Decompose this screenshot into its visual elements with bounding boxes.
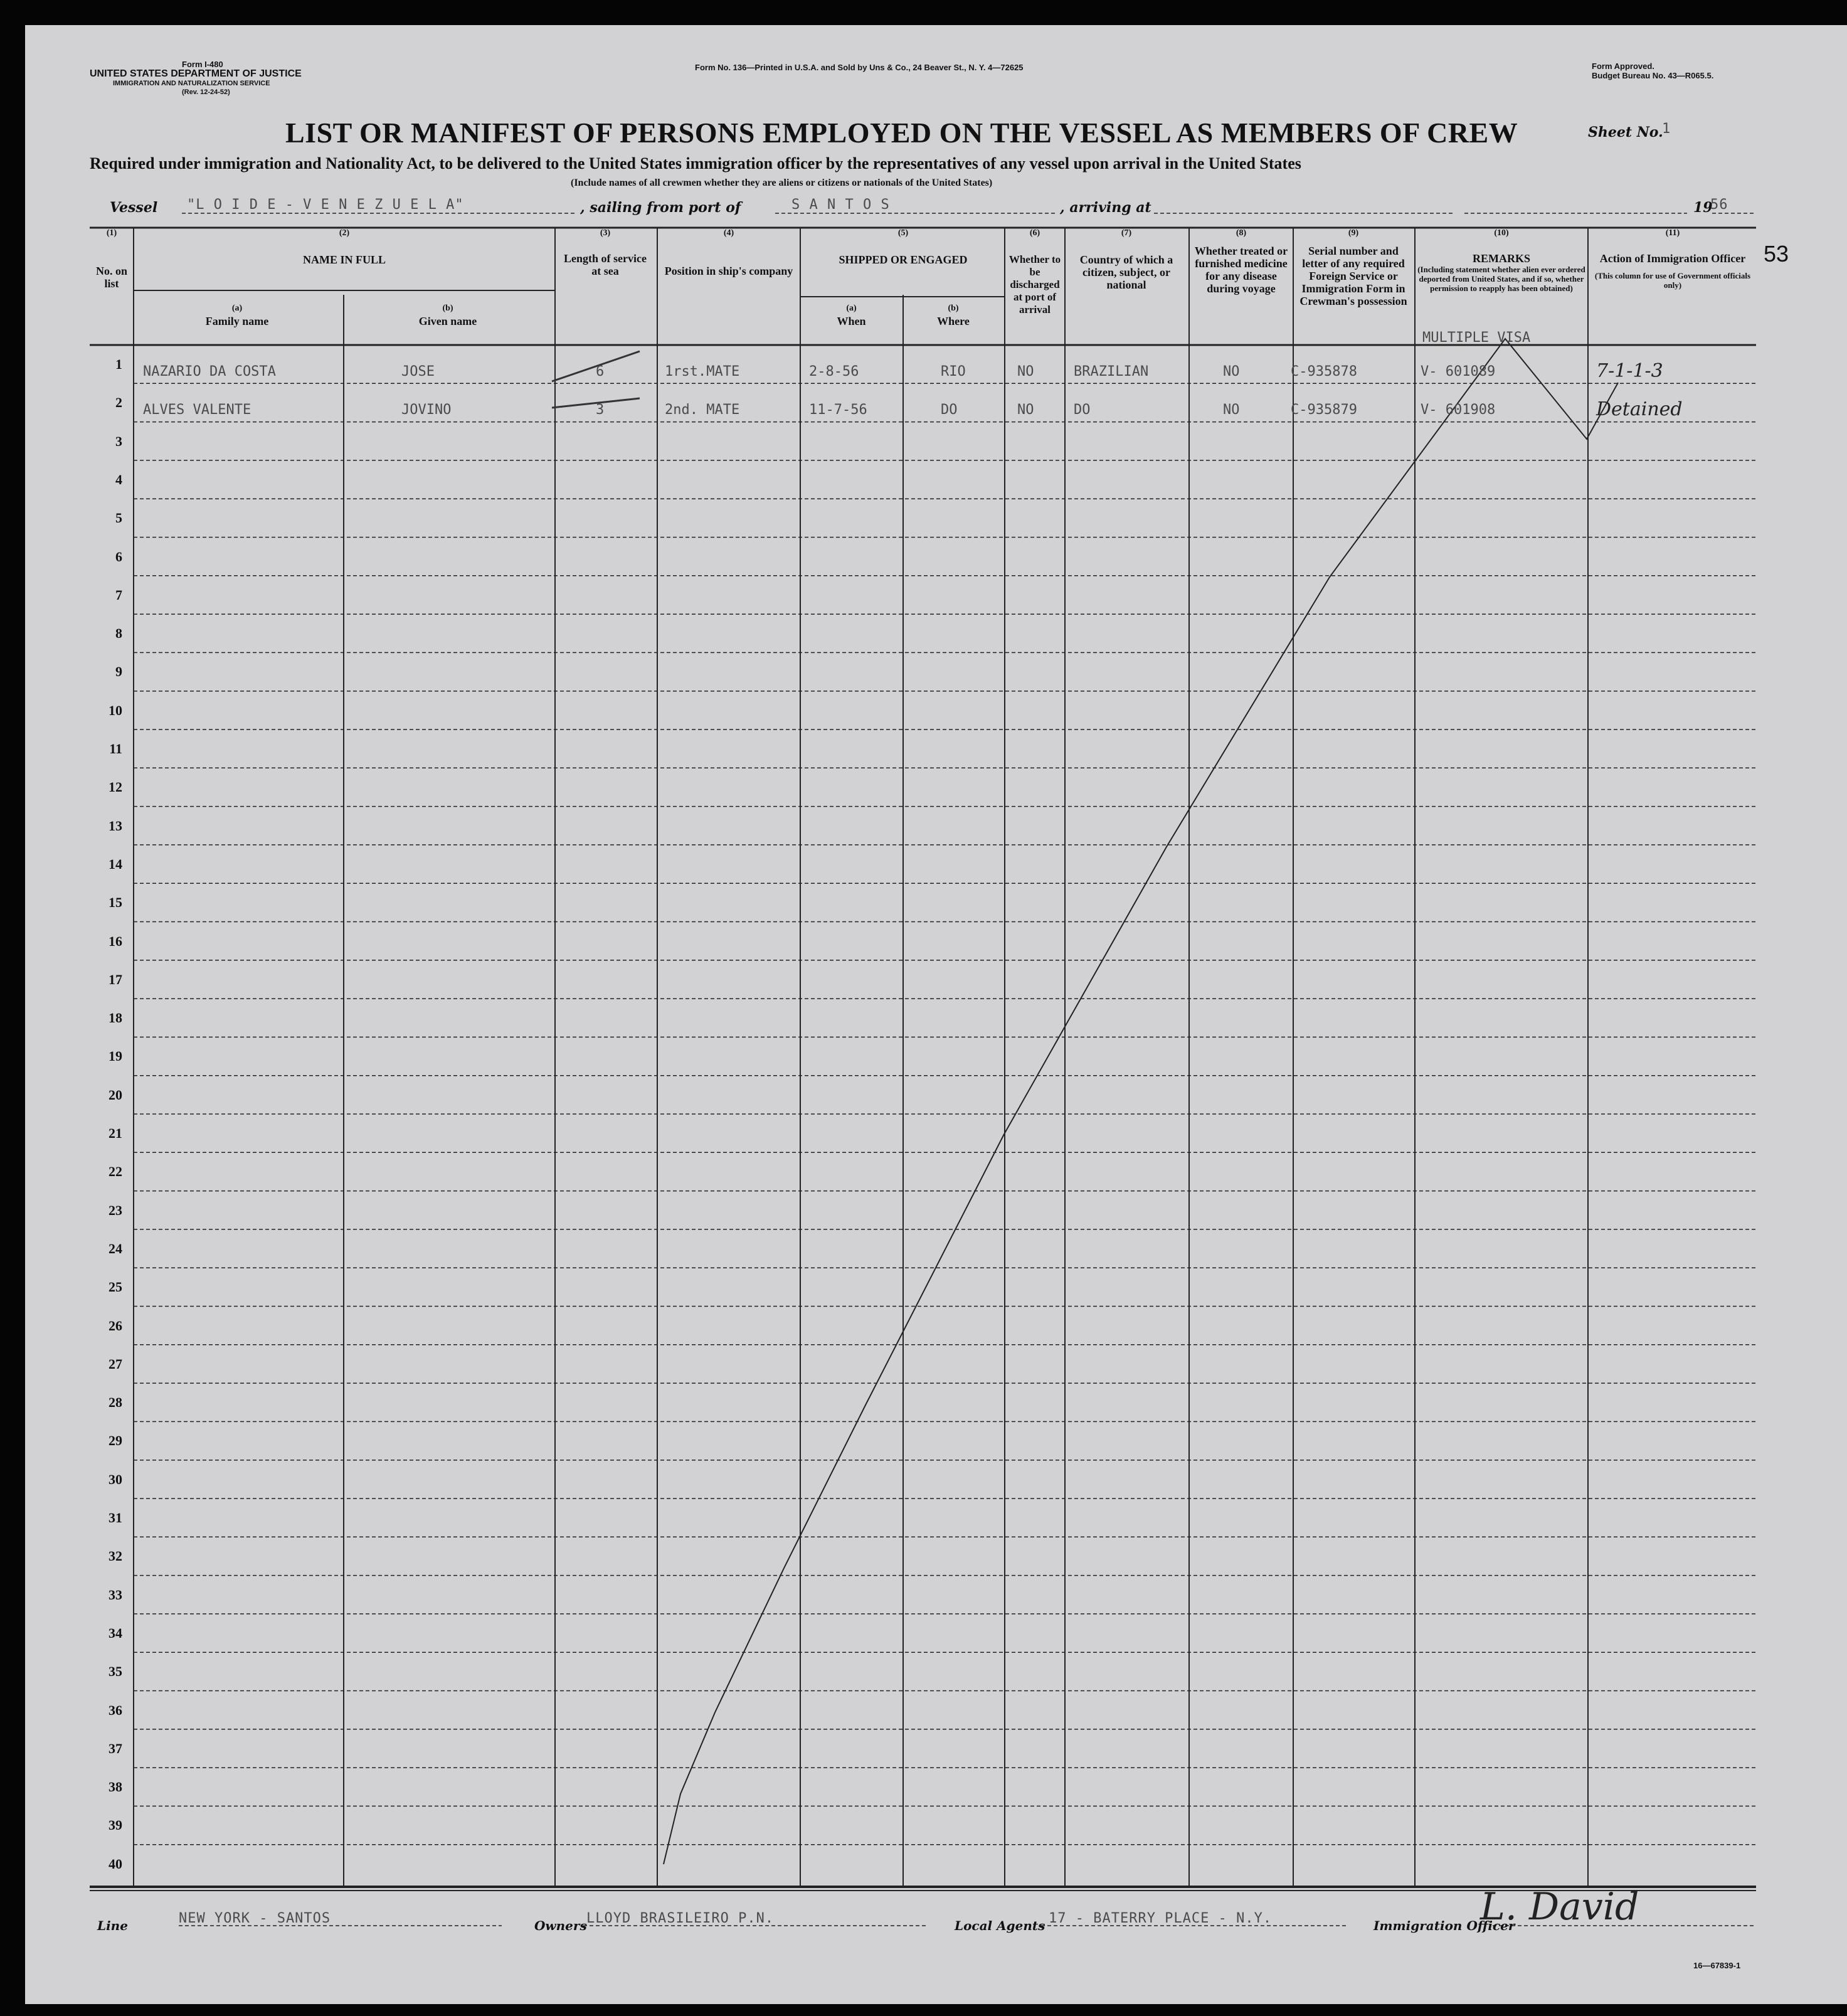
col11-header: (11) Action of Immigration Officer (This column for use of Government officials only) bbox=[1594, 228, 1751, 290]
row-number: 32 bbox=[108, 1548, 122, 1564]
cell-remarks: V- 601089 bbox=[1421, 364, 1496, 379]
sheet-label: Sheet No. bbox=[1588, 124, 1663, 141]
row-number: 19 bbox=[108, 1048, 122, 1064]
port-name: S A N T O S bbox=[791, 197, 890, 213]
row-number: 38 bbox=[108, 1779, 122, 1795]
cell-given: JOVINO bbox=[401, 402, 452, 418]
cell-country: DO bbox=[1074, 402, 1091, 418]
manifest-subtitle: Required under immigration and Nationality Act, to be delivered to the United States immigration officer by the representatives of any vessel upon arrival in the United States bbox=[90, 154, 1301, 172]
cell-family: ALVES VALENTE bbox=[143, 402, 251, 418]
vessel-name: "L O I D E - V E N E Z U E L A" bbox=[187, 197, 464, 213]
col3-header: (3) Length of service at sea bbox=[564, 228, 647, 277]
cell-position: 2nd. MATE bbox=[665, 402, 740, 418]
handwritten-cancel-line bbox=[664, 339, 1618, 1864]
cell-officer-action: 7-1-1-3 bbox=[1596, 360, 1663, 382]
col2a-header: (a) Family name bbox=[205, 304, 269, 327]
row-number: 27 bbox=[108, 1355, 122, 1372]
printer-line: Form No. 136—Printed in U.S.A. and Sold by Uns & Co., 24 Beaver St., N. Y. 4—72625 bbox=[695, 63, 1024, 72]
cell-length: 6 bbox=[596, 364, 605, 379]
row-number: 21 bbox=[108, 1125, 122, 1141]
cell-medicine: NO bbox=[1223, 402, 1240, 418]
cell-medicine: NO bbox=[1223, 364, 1240, 379]
cell-country: BRAZILIAN bbox=[1074, 364, 1149, 379]
row-number: 26 bbox=[108, 1317, 122, 1334]
cell-discharge: NO bbox=[1017, 402, 1034, 418]
cell-family: NAZARIO DA COSTA bbox=[143, 364, 276, 379]
form-approved: Form Approved. bbox=[1592, 61, 1654, 71]
cell-serial: C-935879 bbox=[1291, 402, 1357, 418]
row-number: 17 bbox=[108, 971, 122, 987]
row-number: 4 bbox=[115, 471, 122, 487]
year-prefix: 19 bbox=[1693, 199, 1713, 216]
row-number: 29 bbox=[108, 1433, 122, 1449]
row-number: 6 bbox=[115, 548, 122, 565]
agents-label: Local Agents bbox=[955, 1918, 1045, 1933]
col5-header: (5) SHIPPED OR ENGAGED bbox=[839, 228, 968, 266]
row-number: 3 bbox=[115, 433, 122, 449]
row-number: 7 bbox=[115, 586, 122, 603]
cell-length: 3 bbox=[596, 402, 605, 418]
cell-where: DO bbox=[941, 402, 958, 418]
manifest-title: LIST OR MANIFEST OF PERSONS EMPLOYED ON THE VESSEL AS MEMBERS OF CREW bbox=[285, 117, 1518, 149]
cell-where: RIO bbox=[941, 364, 966, 379]
form-id: Form I-480 bbox=[182, 60, 223, 69]
col1-header: (1) No. on list bbox=[95, 228, 127, 290]
col10-header: (10) REMARKS (Including statement whether alien ever ordered deported from United States, and if so, whether permission to reapply has been obtained) bbox=[1417, 228, 1585, 293]
row-number: 1 bbox=[115, 356, 122, 372]
row-number: 24 bbox=[108, 1240, 122, 1256]
cell-position: 1rst.MATE bbox=[665, 364, 740, 379]
owners-value: LLOYD BRASILEIRO P.N. bbox=[586, 1911, 775, 1926]
row-number: 20 bbox=[108, 1086, 122, 1103]
cell-officer-action: Detained bbox=[1596, 398, 1683, 421]
cell-serial: C-935878 bbox=[1291, 364, 1357, 379]
row-number: 18 bbox=[108, 1010, 122, 1026]
row-number: 9 bbox=[115, 664, 122, 680]
arriving-label: , arriving at bbox=[1060, 199, 1151, 216]
row-number: 39 bbox=[108, 1817, 122, 1833]
officer-signature: L. David bbox=[1480, 1885, 1639, 1929]
sailing-label: , sailing from port of bbox=[580, 199, 741, 216]
agency-name: UNITED STATES DEPARTMENT OF JUSTICE bbox=[90, 68, 302, 79]
cell-when: 11-7-56 bbox=[809, 402, 867, 418]
row-number: 11 bbox=[109, 741, 122, 756]
row-number: 34 bbox=[108, 1625, 122, 1641]
service-name: IMMIGRATION AND NATURALIZATION SERVICE bbox=[113, 80, 270, 87]
row-number: 36 bbox=[108, 1702, 122, 1718]
row-number: 15 bbox=[108, 894, 122, 911]
cell-remarks: V- 601908 bbox=[1421, 402, 1496, 418]
col5b-header: (b) Where bbox=[937, 304, 970, 327]
row-number: 16 bbox=[108, 933, 122, 949]
col5a-header: (a) When bbox=[837, 304, 866, 327]
row-number: 12 bbox=[108, 779, 122, 795]
row-number: 8 bbox=[115, 625, 122, 642]
vessel-label: Vessel bbox=[110, 199, 158, 216]
col4-header: (4) Position in ship's company bbox=[664, 228, 793, 277]
row-number: 30 bbox=[108, 1471, 122, 1487]
owners-label: Owners bbox=[534, 1918, 587, 1933]
row-number: 28 bbox=[108, 1394, 122, 1411]
sheet-number: 1 bbox=[1662, 121, 1671, 137]
page-number: 53 bbox=[1764, 241, 1789, 267]
print-code: 16—67839-1 bbox=[1693, 1961, 1741, 1970]
row-number: 23 bbox=[108, 1202, 122, 1218]
col2-header: (2) NAME IN FULL bbox=[302, 228, 386, 266]
col8-header: (8) Whether treated or furnished medicine for any disease during voyage bbox=[1194, 228, 1288, 295]
row-number: 40 bbox=[108, 1855, 122, 1872]
row-number: 35 bbox=[108, 1663, 122, 1680]
line-value: NEW YORK - SANTOS bbox=[179, 1911, 331, 1926]
cell-given: JOSE bbox=[401, 364, 435, 379]
row-number: 37 bbox=[108, 1740, 122, 1756]
row-number: 31 bbox=[108, 1510, 122, 1525]
budget-bureau: Budget Bureau No. 43—R065.5. bbox=[1592, 71, 1714, 80]
revision: (Rev. 12-24-52) bbox=[182, 88, 230, 96]
officer-label: Immigration Officer bbox=[1373, 1918, 1515, 1933]
remarks-typed-header: MULTIPLE VISA bbox=[1422, 330, 1531, 346]
row-number: 10 bbox=[108, 702, 122, 718]
row-number: 22 bbox=[108, 1164, 122, 1180]
col7-header: (7) Country of which a citizen, subject, or national bbox=[1079, 228, 1173, 291]
col2b-header: (b) Given name bbox=[418, 304, 477, 327]
row-number: 5 bbox=[115, 510, 122, 526]
row-number: 13 bbox=[108, 817, 122, 834]
row-number: 33 bbox=[108, 1586, 122, 1603]
col6-header: (6) Whether to be discharged at port of arrival bbox=[1008, 228, 1061, 316]
row-number: 14 bbox=[108, 856, 122, 872]
row-number: 25 bbox=[108, 1279, 122, 1295]
col9-header: (9) Serial number and letter of any required Foreign Service or Immigration Form in Crewman's possession bbox=[1299, 228, 1407, 307]
line-label: Line bbox=[97, 1918, 128, 1933]
year-suffix: 56 bbox=[1710, 197, 1728, 213]
agents-value: 17 - BATERRY PLACE - N.Y. bbox=[1049, 1911, 1273, 1926]
cell-discharge: NO bbox=[1017, 364, 1034, 379]
manifest-note: (Include names of all crewmen whether they are aliens or citizens or nationals of the United States) bbox=[571, 178, 993, 188]
cell-when: 2-8-56 bbox=[809, 364, 859, 379]
row-number: 2 bbox=[115, 395, 122, 411]
